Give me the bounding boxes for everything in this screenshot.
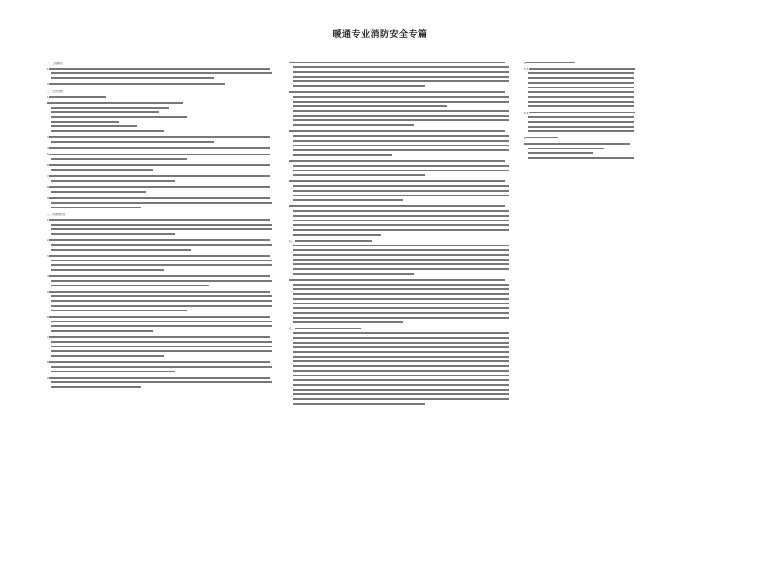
text-line [289, 199, 521, 204]
section-number: 1 [47, 67, 50, 71]
section-number: 2 [47, 239, 50, 243]
text-line [47, 330, 285, 335]
text-stroke [526, 62, 575, 64]
text-stroke [524, 143, 630, 145]
text-stroke [51, 381, 272, 383]
text-stroke [49, 186, 270, 188]
section-number: 四、 [289, 239, 296, 243]
text-stroke [293, 154, 392, 156]
text-line [524, 137, 644, 142]
text-stroke [293, 185, 509, 187]
text-stroke [293, 165, 509, 167]
text-stroke [289, 160, 505, 162]
text-stroke [293, 135, 509, 137]
section-number: 一、工程概况 [47, 61, 63, 65]
text-stroke [293, 245, 509, 247]
text-stroke [51, 355, 164, 357]
text-stroke [293, 249, 509, 251]
text-stroke [51, 191, 146, 193]
text-line [289, 321, 521, 326]
text-stroke [49, 219, 270, 221]
section-number: 二、设计依据 [47, 89, 63, 93]
text-stroke [293, 101, 509, 103]
text-stroke [528, 121, 634, 123]
text-stroke [49, 255, 270, 257]
text-stroke [293, 312, 509, 314]
text-stroke [51, 310, 187, 312]
text-stroke [293, 190, 509, 192]
text-line [47, 180, 285, 185]
text-stroke [49, 175, 270, 177]
text-stroke [293, 124, 414, 126]
text-line [47, 355, 285, 360]
text-stroke [49, 197, 270, 199]
text-line [524, 157, 644, 162]
text-line [289, 124, 521, 129]
text-line [47, 147, 285, 152]
text-stroke [49, 316, 270, 318]
text-stroke [51, 158, 187, 160]
text-line [47, 370, 285, 375]
section-number: 3 [47, 136, 50, 140]
text-stroke [528, 101, 634, 103]
section-number: 5.2 [524, 111, 529, 115]
text-stroke [51, 107, 169, 109]
text-line [47, 96, 285, 101]
section-number: 7 [47, 336, 50, 340]
text-line [47, 191, 285, 196]
text-column-right [524, 60, 644, 162]
text-stroke [528, 105, 634, 107]
text-line [47, 77, 285, 82]
text-stroke [51, 269, 164, 271]
text-stroke [289, 279, 505, 281]
text-stroke [528, 72, 634, 74]
text-stroke [49, 136, 270, 138]
text-stroke [293, 273, 414, 275]
text-stroke [51, 111, 159, 113]
text-stroke [293, 110, 509, 112]
text-stroke [293, 220, 509, 222]
text-stroke [293, 268, 509, 270]
text-stroke [51, 125, 137, 127]
text-stroke [293, 76, 509, 78]
text-stroke [293, 370, 509, 372]
text-line [47, 62, 285, 67]
text-stroke [293, 307, 509, 309]
text-line [289, 273, 521, 278]
text-column-left [47, 60, 285, 391]
text-stroke [293, 288, 509, 290]
text-stroke [293, 398, 509, 400]
text-stroke [293, 342, 509, 344]
text-stroke [289, 130, 505, 132]
section-number: 6 [47, 315, 50, 319]
text-stroke [51, 300, 272, 302]
text-stroke [529, 112, 635, 114]
text-stroke [293, 149, 509, 151]
text-stroke [293, 210, 509, 212]
text-stroke [293, 365, 509, 367]
text-stroke [51, 207, 141, 209]
text-stroke [51, 169, 153, 171]
text-stroke [295, 240, 372, 242]
section-number: 9 [47, 197, 50, 201]
section-number: 1 [47, 218, 50, 222]
section-number: 5 [47, 153, 50, 157]
section-number: 7 [47, 175, 50, 179]
text-stroke [49, 377, 270, 379]
section-number: 五、 [289, 327, 296, 331]
text-stroke [293, 229, 509, 231]
text-stroke [293, 96, 509, 98]
text-stroke [49, 83, 225, 85]
section-number: 8 [47, 361, 50, 365]
text-line [47, 285, 285, 290]
text-line [289, 174, 521, 179]
page-title: 暖通专业消防安全专篇 [332, 30, 428, 40]
text-stroke [49, 96, 106, 98]
text-stroke [528, 116, 634, 118]
text-stroke [49, 291, 270, 293]
text-stroke [293, 234, 381, 236]
text-stroke [293, 321, 403, 323]
text-stroke [51, 295, 272, 297]
text-stroke [293, 170, 509, 172]
text-stroke [528, 91, 634, 93]
text-stroke [51, 305, 272, 307]
text-line [289, 154, 521, 159]
text-stroke [528, 126, 634, 128]
text-stroke [293, 115, 509, 117]
text-stroke [51, 330, 153, 332]
text-stroke [51, 371, 175, 373]
text-stroke [51, 249, 191, 251]
text-stroke [51, 264, 272, 266]
text-stroke [293, 375, 509, 377]
text-stroke [51, 180, 175, 182]
text-stroke [293, 403, 425, 405]
text-stroke [293, 379, 509, 381]
text-stroke [293, 356, 509, 358]
text-stroke [49, 154, 270, 156]
text-line [289, 85, 521, 90]
text-stroke [528, 82, 634, 84]
section-number: 2 [47, 83, 50, 87]
text-stroke [528, 152, 593, 154]
text-stroke [51, 244, 272, 246]
text-line [524, 105, 644, 110]
text-line [289, 403, 521, 408]
text-stroke [49, 361, 270, 363]
text-stroke [293, 80, 509, 82]
text-stroke [528, 157, 634, 159]
text-line [47, 249, 285, 254]
text-stroke [51, 130, 164, 132]
text-stroke [51, 202, 272, 204]
text-stroke [289, 62, 505, 64]
section-number: 1 [47, 95, 50, 99]
text-stroke [293, 140, 509, 142]
text-stroke [293, 254, 509, 256]
text-stroke [293, 85, 425, 87]
text-stroke [293, 199, 403, 201]
section-number: 5 [47, 290, 50, 294]
text-stroke [293, 332, 509, 334]
text-stroke [49, 68, 270, 70]
text-stroke [293, 393, 509, 395]
text-stroke [49, 147, 270, 149]
text-stroke [51, 321, 272, 323]
section-number: 4 [47, 275, 50, 279]
text-stroke [295, 328, 361, 330]
text-stroke [293, 303, 509, 305]
text-line [47, 169, 285, 174]
section-number: 6 [524, 136, 527, 140]
text-stroke [51, 116, 187, 118]
text-stroke [293, 284, 509, 286]
text-stroke [51, 121, 119, 123]
text-stroke [293, 145, 509, 147]
text-line [47, 233, 285, 238]
text-stroke [293, 259, 509, 261]
text-line [47, 158, 285, 163]
text-stroke [293, 119, 509, 121]
section-number: 3 [47, 254, 50, 258]
text-stroke [293, 66, 509, 68]
text-stroke [293, 360, 509, 362]
text-line [47, 130, 285, 135]
text-line [47, 269, 285, 274]
text-stroke [293, 351, 509, 353]
text-stroke [289, 180, 505, 182]
text-stroke [293, 263, 509, 265]
text-line [47, 83, 285, 88]
text-stroke [51, 72, 272, 74]
text-stroke [529, 68, 635, 70]
text-stroke [51, 285, 209, 287]
text-stroke [49, 336, 270, 338]
section-number: 5 [524, 61, 527, 65]
text-stroke [293, 389, 509, 391]
text-stroke [293, 174, 425, 176]
text-stroke [49, 164, 270, 166]
text-line [47, 310, 285, 315]
text-line [524, 130, 644, 135]
text-stroke [293, 317, 509, 319]
text-line [524, 62, 644, 67]
text-stroke [51, 141, 214, 143]
text-column-middle [289, 60, 521, 407]
text-line [47, 386, 285, 391]
text-stroke [289, 91, 505, 93]
text-stroke [293, 71, 509, 73]
section-number: 8 [47, 186, 50, 190]
text-line [47, 141, 285, 146]
text-stroke [528, 77, 634, 79]
text-stroke [51, 350, 272, 352]
section-number: 9 [47, 376, 50, 380]
text-stroke [51, 280, 272, 282]
text-stroke [49, 275, 270, 277]
text-stroke [289, 205, 505, 207]
text-stroke [51, 260, 272, 262]
text-stroke [528, 148, 604, 150]
text-stroke [526, 137, 558, 139]
text-stroke [293, 195, 509, 197]
text-stroke [293, 384, 509, 386]
text-stroke [51, 346, 272, 348]
text-stroke [528, 87, 634, 89]
text-stroke [528, 96, 634, 98]
text-stroke [293, 346, 509, 348]
text-line [47, 90, 285, 95]
section-number: 5.1 [524, 67, 529, 71]
text-stroke [51, 228, 272, 230]
section-number: 4 [47, 147, 50, 151]
text-stroke [293, 105, 447, 107]
text-stroke [293, 298, 509, 300]
text-stroke [51, 341, 272, 343]
section-number: 三、防排烟系统 [47, 212, 66, 216]
text-stroke [293, 215, 509, 217]
text-stroke [293, 224, 509, 226]
text-stroke [51, 224, 272, 226]
text-stroke [51, 233, 175, 235]
text-stroke [47, 102, 183, 104]
text-line [47, 206, 285, 211]
text-line [47, 213, 285, 218]
text-line [289, 234, 521, 239]
text-stroke [49, 239, 270, 241]
text-stroke [51, 366, 272, 368]
section-number: 6 [47, 164, 50, 168]
text-stroke [51, 325, 272, 327]
text-stroke [51, 77, 214, 79]
text-stroke [528, 130, 634, 132]
text-stroke [51, 386, 141, 388]
text-stroke [293, 293, 509, 295]
text-stroke [293, 337, 509, 339]
